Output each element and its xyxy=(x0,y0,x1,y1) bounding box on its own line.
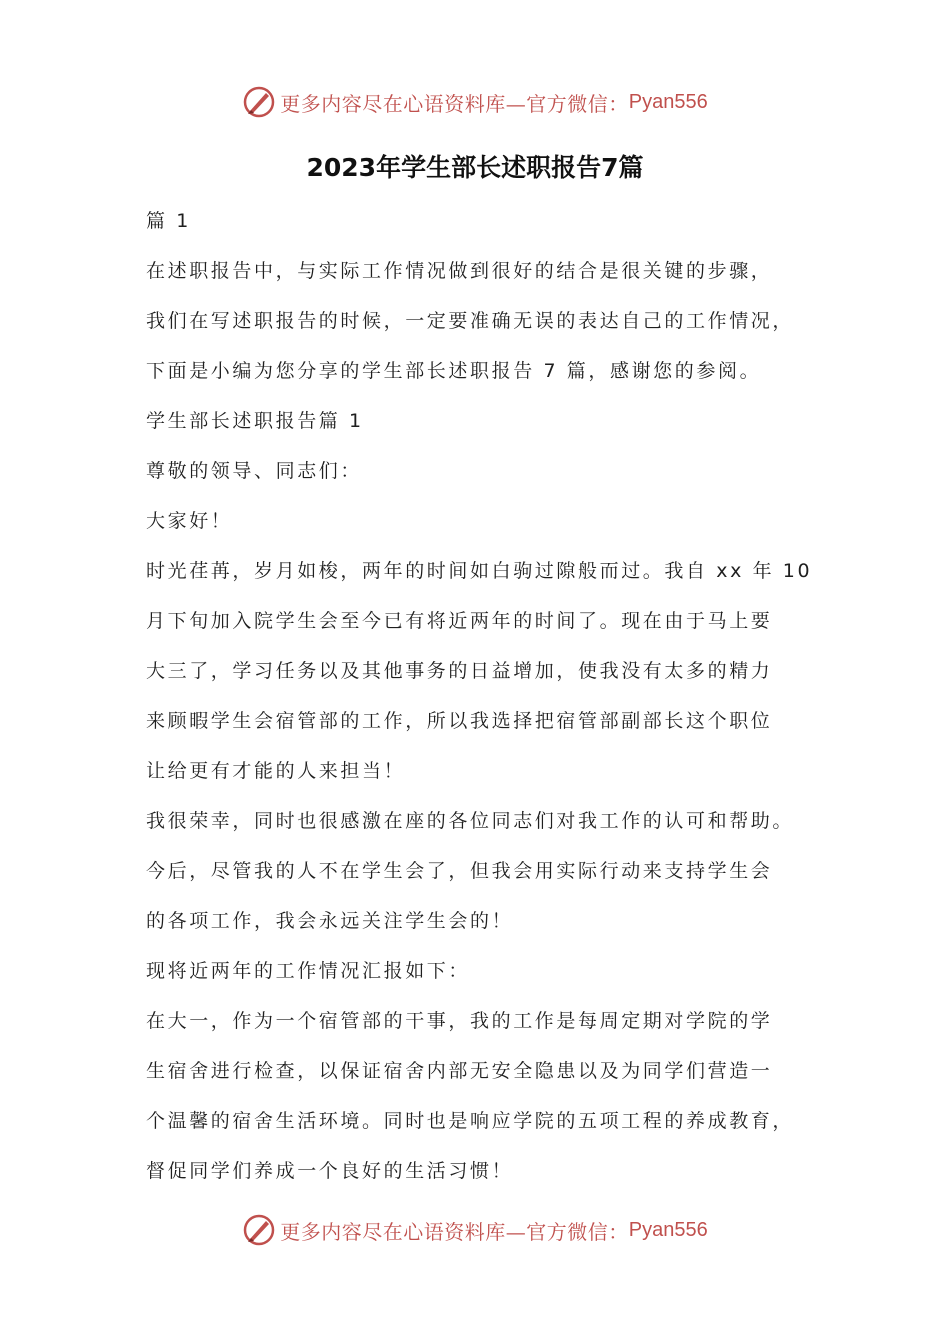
paragraph-line: 的各项工作，我会永远关注学生会的！ xyxy=(146,910,514,932)
paragraph-line: 生宿舍进行检查，以保证宿舍内部无安全隐患以及为同学们营造一 xyxy=(146,1060,773,1082)
section-heading: 学生部长述职报告篇 1 xyxy=(146,410,364,432)
paragraph-line: 在大一，作为一个宿管部的干事，我的工作是每周定期对学院的学 xyxy=(146,1010,773,1032)
footer-watermark xyxy=(0,1210,950,1250)
paragraph-line: 我们在写述职报告的时候，一定要准确无误的表达自己的工作情况， xyxy=(146,310,795,332)
watermark-text: 更多内容尽在心语资料库—官方微信： xyxy=(280,1219,629,1244)
paragraph-line: 我很荣幸，同时也很感激在座的各位同志们对我工作的认可和帮助。 xyxy=(146,810,795,832)
paragraph-line: 月下旬加入院学生会至今已有将近两年的时间了。现在由于马上要 xyxy=(146,610,773,632)
watermark-text: 更多内容尽在心语资料库—官方微信： xyxy=(280,91,629,116)
greeting: 大家好！ xyxy=(146,510,233,532)
paragraph-line: 时光荏苒，岁月如梭，两年的时间如白驹过隙般而过。我自 xx 年 10 xyxy=(146,560,813,582)
paragraph-line: 让给更有才能的人来担当！ xyxy=(146,760,406,782)
paragraph-line: 今后，尽管我的人不在学生会了，但我会用实际行动来支持学生会 xyxy=(146,860,773,882)
watermark-handle: Pyan556 xyxy=(628,1218,708,1241)
paragraph-line: 下面是小编为您分享的学生部长述职报告 7 篇，感谢您的参阅。 xyxy=(146,360,762,382)
document-title: 2023年学生部长述职报告7篇 xyxy=(306,153,644,182)
paragraph-line: 篇 1 xyxy=(146,210,191,232)
paragraph-line: 在述职报告中，与实际工作情况做到很好的结合是很关键的步骤， xyxy=(146,260,773,282)
paragraph-line: 个温馨的宿舍生活环境。同时也是响应学院的五项工程的养成教育， xyxy=(146,1110,795,1132)
pen-logo-icon xyxy=(242,85,276,119)
paragraph-line: 现将近两年的工作情况汇报如下： xyxy=(146,960,471,982)
header-watermark xyxy=(0,82,950,122)
watermark-handle: Pyan556 xyxy=(628,90,708,113)
pen-logo-icon xyxy=(242,1213,276,1247)
document-body xyxy=(146,196,826,1196)
paragraph-line: 大三了，学习任务以及其他事务的日益增加，使我没有太多的精力 xyxy=(146,660,773,682)
salutation: 尊敬的领导、同志们： xyxy=(146,460,363,482)
paragraph-line: 来顾暇学生会宿管部的工作，所以我选择把宿管部副部长这个职位 xyxy=(146,710,773,732)
paragraph-line: 督促同学们养成一个良好的生活习惯！ xyxy=(146,1160,514,1182)
